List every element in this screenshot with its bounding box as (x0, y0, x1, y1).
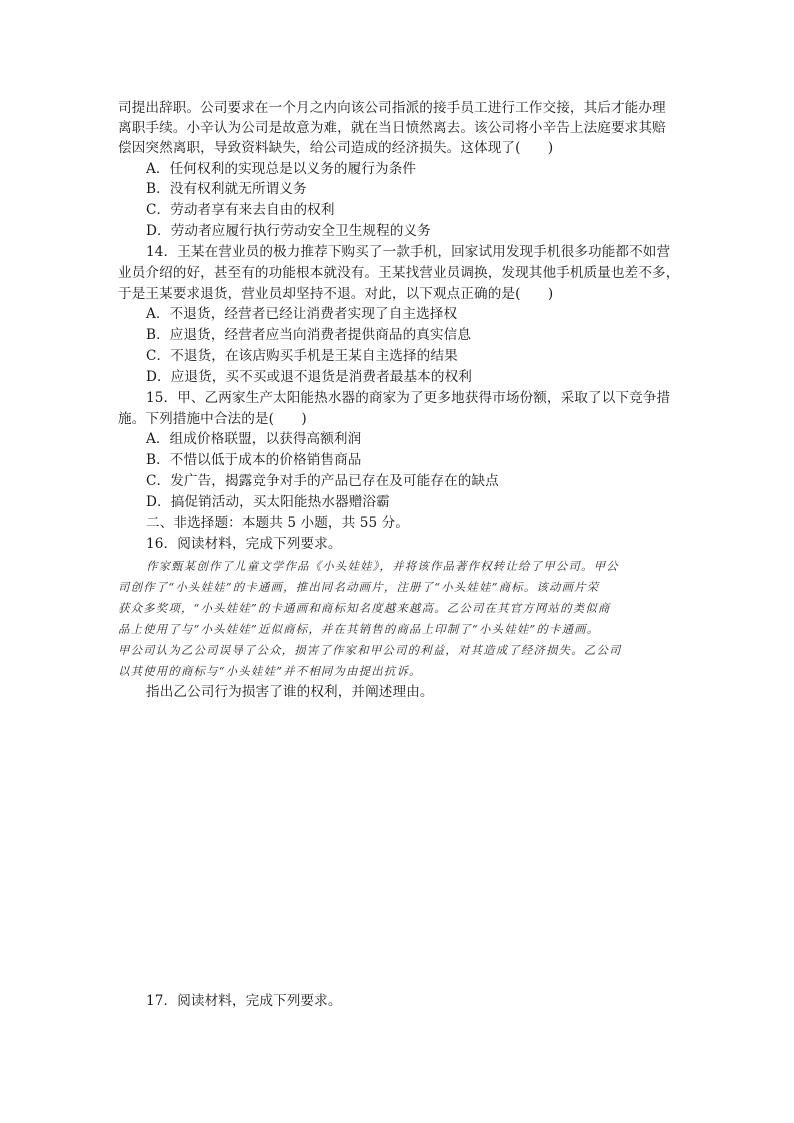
q15-option-a: A．组成价格联盟，以获得高额利润 (146, 431, 362, 447)
q16-material-line-3: 获众多奖项，“小头娃娃”的卡通画和商标知名度越来越高。乙公司在其官方网站的类似商 (118, 601, 611, 615)
q13-stem-line-1: 司提出辞职。公司要求在一个月之内向该公司指派的接手员工进行工作交接，其后才能办理 (118, 100, 666, 116)
answer-space[interactable] (118, 710, 678, 990)
q16-material-line-1: 作家甄某创作了儿童文学作品《小头娃娃》，并将该作品著作权转让给了甲公司。甲公 (146, 559, 619, 573)
q13-option-c: C．劳动者享有来去自由的权利 (146, 202, 335, 218)
q16-material-line-6: 以其使用的商标与“小头娃娃”并不相同为由提出抗诉。 (118, 664, 422, 678)
q14-stem-line-2: 业员介绍的好，甚至有的功能根本就没有。王某找营业员调换，发现其他手机质量也差不多， (118, 265, 680, 281)
q15-option-b: B．不惜以低于成本的价格销售商品 (146, 452, 362, 468)
q13-stem-line-3: 偿因突然离职，导致资料缺失，给公司造成的经济损失。这体现了( ) (118, 140, 554, 156)
q16-material-line-4: 品上使用了与“小头娃娃”近似商标，并在其销售的商品上印制了“小头娃娃”的卡通画。 (118, 622, 600, 636)
q15-stem-line-2: 施。下列措施中合法的是( ) (118, 411, 307, 427)
q14-option-b: B．应退货，经营者应当向消费者提供商品的真实信息 (146, 327, 472, 343)
q14-stem-line-1: 14．王某在营业员的极力推荐下购买了一款手机，回家试用发现手机很多功能都不如营 (146, 244, 671, 260)
section-two-heading: 二、非选择题：本题共 5 小题，共 55 分。 (146, 515, 410, 531)
q16-material-line-5: 甲公司认为乙公司误导了公众，损害了作家和甲公司的利益，对其造成了经济损失。乙公司 (118, 643, 622, 657)
q14-option-c: C．不退货，在该店购买手机是王某自主选择的结果 (146, 348, 458, 364)
q15-option-d: D．搞促销活动，买太阳能热水器赠浴霸 (146, 494, 390, 510)
q15-stem-line-1: 15．甲、乙两家生产太阳能热水器的商家为了更多地获得市场份额，采取了以下竞争措 (146, 390, 671, 406)
q16-requirement: 指出乙公司行为损害了谁的权利，并阐述理由。 (146, 684, 434, 700)
q14-option-d: D．应退货，买不买或退不退货是消费者最基本的权利 (146, 369, 472, 385)
q14-option-a: A．不退货，经营者已经让消费者实现了自主选择权 (146, 306, 458, 322)
q13-option-b: B．没有权利就无所谓义务 (146, 181, 307, 197)
q16-heading: 16．阅读材料，完成下列要求。 (146, 536, 342, 552)
q14-stem-line-3: 于是王某要求退货，营业员却坚持不退。对此，以下观点正确的是( ) (118, 286, 554, 302)
q15-option-c: C．发广告，揭露竞争对手的产品已存在及可能存在的缺点 (146, 473, 499, 489)
q13-option-a: A．任何权利的实现总是以义务的履行为条件 (146, 161, 417, 177)
q16-material-line-2: 司创作了“小头娃娃”的卡通画，推出同名动画片，注册了“小头娃娃”商标。该动画片荣 (118, 580, 600, 594)
q17-heading: 17．阅读材料，完成下列要求。 (146, 993, 342, 1009)
q13-stem-line-2: 离职手续。小辛认为公司是故意为难，就在当日愤然离去。该公司将小辛告上法庭要求其赔 (118, 120, 666, 136)
q13-option-d: D．劳动者应履行执行劳动安全卫生规程的义务 (146, 223, 431, 239)
